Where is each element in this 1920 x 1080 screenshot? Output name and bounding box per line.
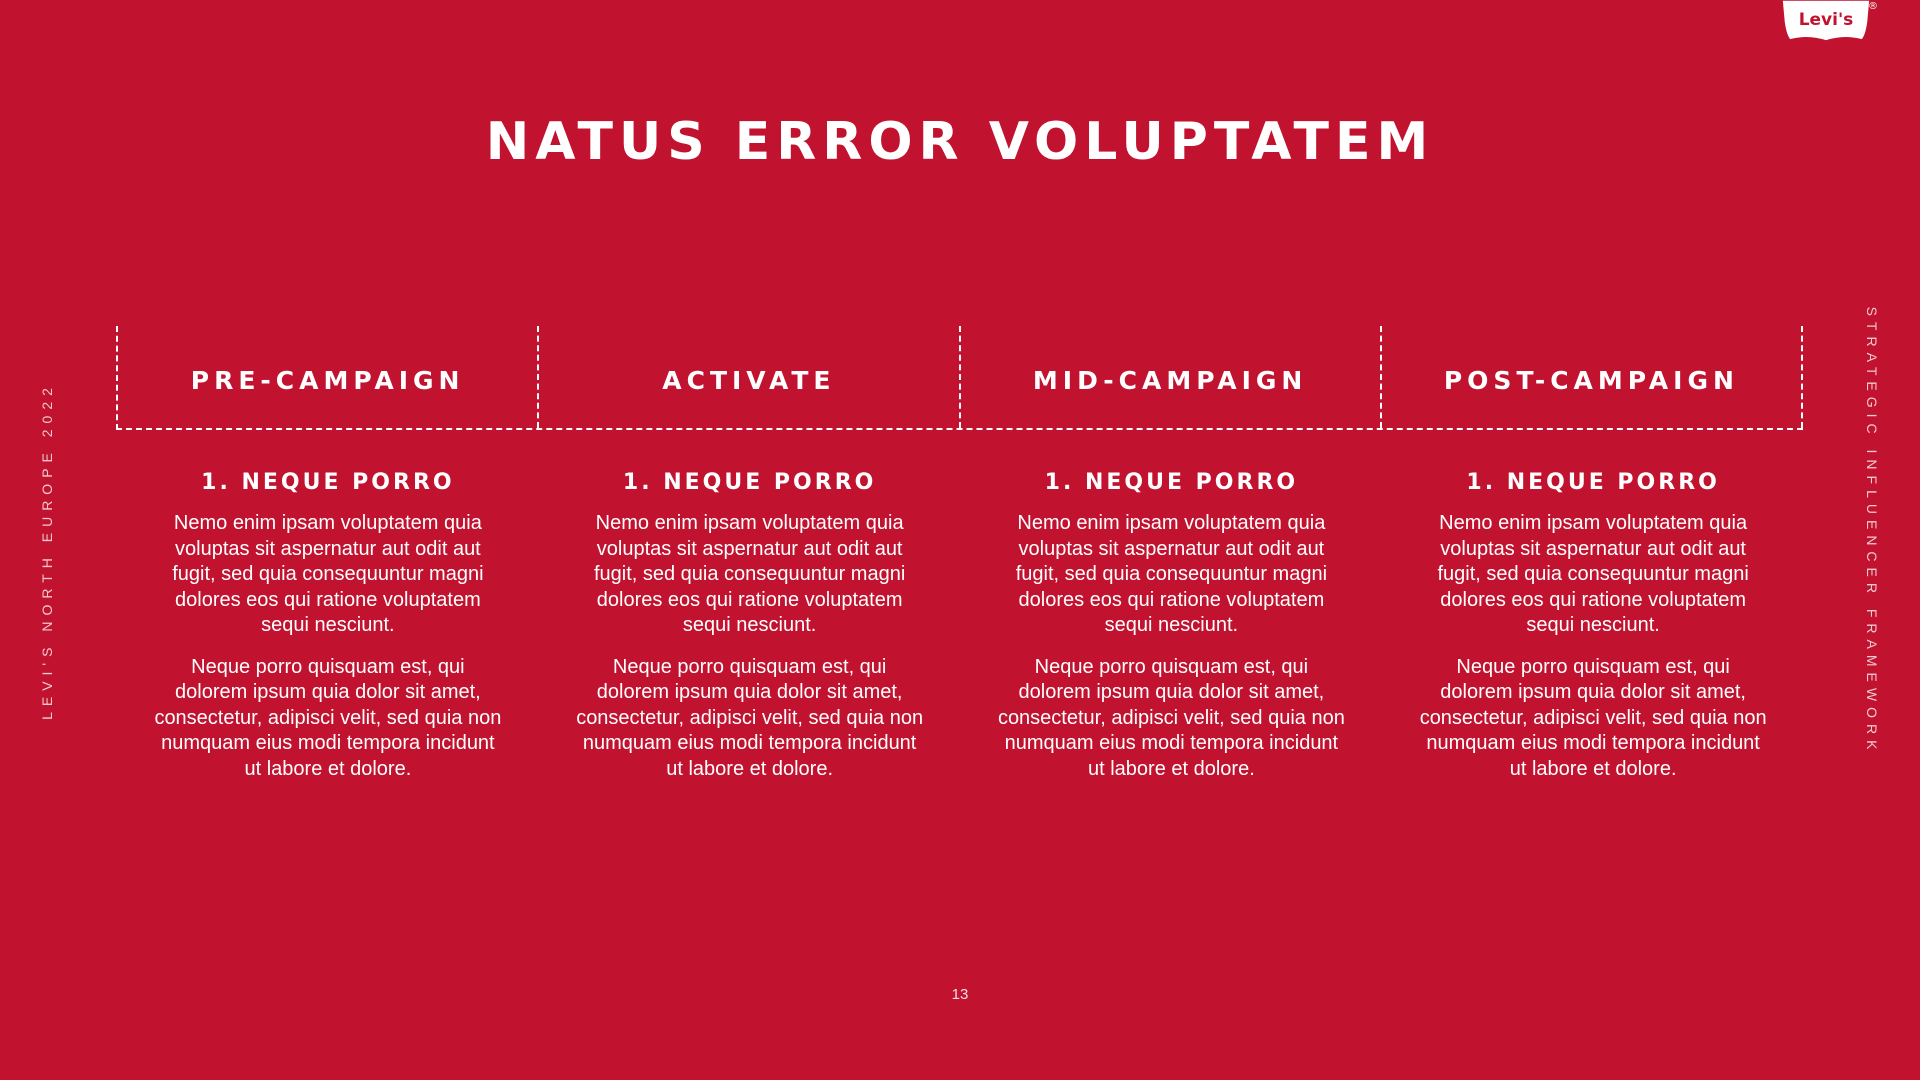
- phase-label-activate: ACTIVATE: [539, 326, 960, 428]
- column-heading: 1. NEQUE PORRO: [201, 470, 455, 495]
- column-paragraph-2: Neque porro quisquam est, qui dolorem ipsum quia dolor sit amet, consectetur, adipisci velit, sed quia non numquam eius modi tempora incidunt ut labore et dolore.: [154, 655, 502, 780]
- phase-column-post-campaign: [1382, 470, 1804, 798]
- phase-label-post-campaign: POST-CAMPAIGN: [1382, 326, 1803, 428]
- phase-label-pre-campaign: PRE-CAMPAIGN: [118, 326, 539, 428]
- phase-label-mid-campaign: MID-CAMPAIGN: [961, 326, 1382, 428]
- phase-column-mid-campaign: [961, 470, 1383, 798]
- phase-column-activate: [539, 470, 961, 798]
- column-heading: 1. NEQUE PORRO: [1044, 470, 1299, 495]
- column-paragraph-2: Neque porro quisquam est, qui dolorem ipsum quia dolor sit amet, consectetur, adipisci velit, sed quia non numquam eius modi tempora incidunt ut labore et dolore.: [1419, 655, 1767, 780]
- slide-title: NATUS ERROR VOLUPTATEM: [485, 112, 1435, 172]
- registered-mark: ®: [1868, 1, 1878, 12]
- column-heading: 1. NEQUE PORRO: [622, 470, 877, 495]
- phase-column-pre-campaign: [117, 470, 539, 798]
- column-paragraph-1: Nemo enim ipsam voluptatem quia voluptas sit aspernatur aut odit aut fugit, sed quia consequuntur magni dolores eos qui ratione voluptatem sequi nesciunt.: [172, 512, 484, 636]
- column-paragraph-1: Nemo enim ipsam voluptatem quia voluptas sit aspernatur aut odit aut fugit, sed quia consequuntur magni dolores eos qui ratione voluptatem sequi nesciunt.: [593, 512, 906, 636]
- column-paragraph-1: Nemo enim ipsam voluptatem quia voluptas sit aspernatur aut odit aut fugit, sed quia consequuntur magni dolores eos qui ratione voluptatem sequi nesciunt.: [1437, 512, 1749, 636]
- side-label-right: STRATEGIC INFLUENCER FRAMEWORK: [1864, 306, 1880, 756]
- levis-logo: [1778, 0, 1880, 46]
- column-paragraph-1: Nemo enim ipsam voluptatem quia voluptas sit aspernatur aut odit aut fugit, sed quia consequuntur magni dolores eos qui ratione voluptatem sequi nesciunt.: [1015, 512, 1328, 636]
- page-number: 13: [951, 986, 969, 1003]
- phase-header-bar: [116, 326, 1803, 430]
- logo-wordmark: Levi's: [1798, 10, 1854, 30]
- phase-columns: [117, 470, 1804, 798]
- column-paragraph-2: Neque porro quisquam est, qui dolorem ipsum quia dolor sit amet, consectetur, adipisci velit, sed quia non numquam eius modi tempora incidunt ut labore et dolore.: [576, 655, 924, 780]
- side-label-left: LEVI'S NORTH EUROPE 2022: [39, 382, 55, 720]
- column-paragraph-2: Neque porro quisquam est, qui dolorem ipsum quia dolor sit amet, consectetur, adipisci velit, sed quia non numquam eius modi tempora incidunt ut labore et dolore.: [997, 655, 1345, 780]
- column-heading: 1. NEQUE PORRO: [1466, 470, 1720, 495]
